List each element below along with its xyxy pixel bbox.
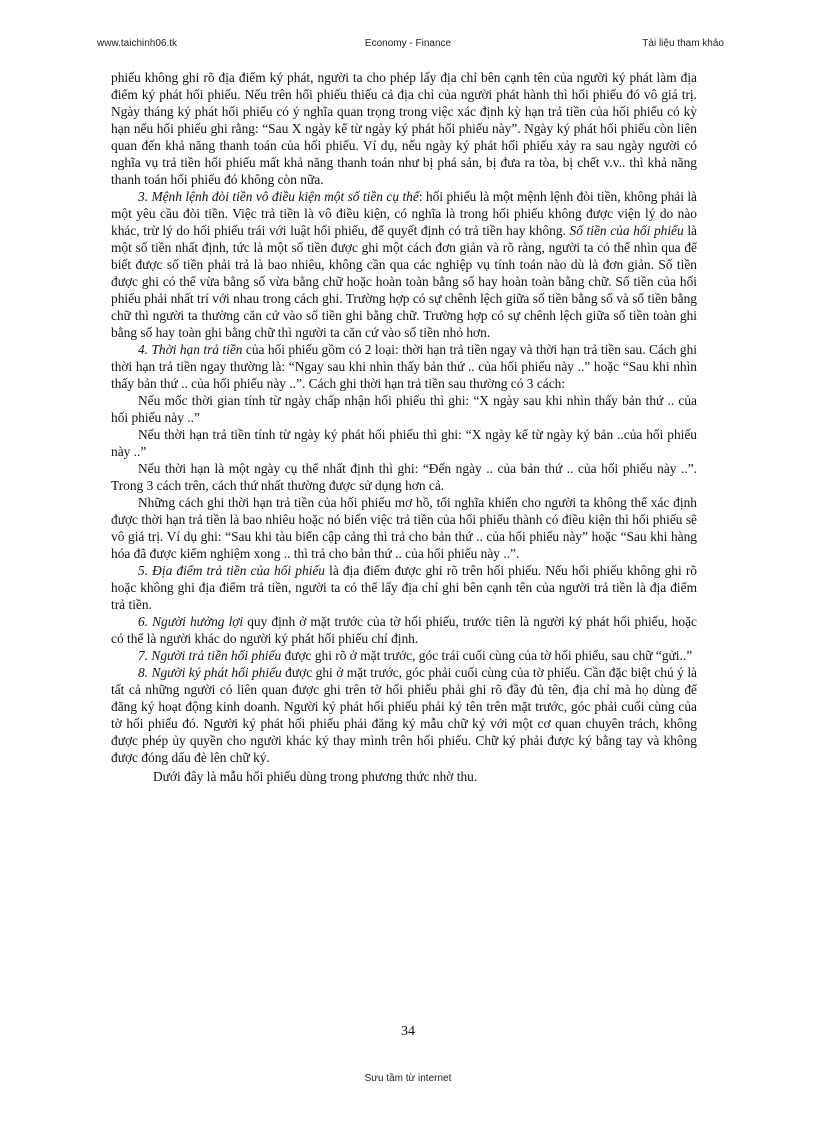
item-heading: 5. Địa điểm trả tiền của hối phiếu bbox=[138, 563, 325, 578]
text-run: Nếu thời hạn trả tiền tính từ ngày ký phát hối phiếu thì ghi: “X ngày kể từ ngày ký bản ..của hối phiếu này ..” bbox=[111, 427, 697, 459]
text-run: được ghi rõ ở mặt trước, góc trái cuối cùng của tờ hối phiếu, sau chữ “gửi..” bbox=[281, 648, 693, 663]
text-run: của hối phiếu gồm có 2 loại: thời hạn trả tiền ngay và thời hạn trả tiền sau. Cách ghi thời hạn trả tiền ngay thường là: “Ngay sau khi nhìn thấy bản thứ .. của hối phiếu này ..” hoặc “Sau khi nhìn thấy bản thứ .. của hối phiếu này ..”. Cách ghi thời hạn trả tiền sau thường có 3 cách: bbox=[111, 342, 697, 391]
text-run: : hối phiếu là một mệnh lệnh đòi tiền, không phải là một yêu cầu đòi tiền. Việc trả tiền là vô điều kiện, có nghĩa là trong hối phiếu không được viện lý do nào khác, trừ lý do hối phiếu trái với luật hối phiếu, để quyết định có trả tiền hay không. bbox=[111, 189, 698, 238]
paragraph-sample-intro bbox=[111, 768, 697, 785]
text-run: quy định ở mặt trước của tờ hối phiếu, trước tiên là người ký phát hối phiếu, hoặc có thể là người khác do người ký phát hối phiếu chỉ định. bbox=[111, 614, 697, 646]
italic-term: Số tiền của hối phiếu bbox=[569, 223, 684, 238]
paragraph-option-3 bbox=[111, 460, 697, 494]
paragraph-item-7 bbox=[111, 647, 697, 664]
item-heading: 8. Người ký phát hối phiếu bbox=[138, 665, 282, 680]
text-run: phiếu không ghi rõ địa điểm ký phát, người ta cho phép lấy địa chỉ bên cạnh tên của người ký phát làm địa điểm ký phát hối phiếu. Nếu trên hối phiếu thiếu cả địa chỉ của người phát hành thì hối phiếu đó vô giá trị. Ngày tháng ký phát hối phiếu có ý nghĩa quan trọng trong việc xác định kỳ hạn trả tiền của hối phiếu có kỳ hạn nếu hối phiếu ghi rằng: “Sau X ngày kể từ ngày ký phát hối phiếu này”. Ngày ký phát hối phiếu còn liên quan đến khả năng thanh toán của hối phiếu. Ví dụ, nếu ngày ký phát hối phiếu xảy ra sau ngày người có nghĩa vụ trả tiền hối phiếu mất khả năng thanh toán như bị phá sản, bị đưa ra tòa, bị chết v.v.. thì khả năng thanh toán hối phiếu đó không còn nữa. bbox=[111, 70, 697, 187]
header-website: www.taichinh06.tk bbox=[97, 38, 178, 49]
item-heading: 6. Người hưởng lợi bbox=[138, 614, 244, 629]
footer-source: Sưu tầm từ internet bbox=[364, 1073, 452, 1084]
text-run: Nếu thời hạn là một ngày cụ thể nhất định thì ghi: “Đến ngày .. của bản thứ .. của hối phiếu này ..”. Trong 3 cách trên, cách thứ nhất thường được sử dụng hơn cả. bbox=[111, 461, 697, 493]
paragraph-option-1 bbox=[111, 392, 697, 426]
text-run: được ghi ở mặt trước, góc phải cuối cùng của tờ phiếu. Cần đặc biệt chú ý là tất cả những người có liên quan được ghi trên tờ hối phiếu phải ghi rõ đầy đủ tên, địa chỉ mà họ dùng để đăng ký hoạt động kinh doanh. Người ký phát hối phiếu phải ký tên trên mặt trước, góc phải cuối cùng của tờ hối phiếu đó. Người ký phát hối phiếu phải đăng ký mẫu chữ ký với một cơ quan chuyên trách, không được phép ủy quyền cho người khác ký thay mình trên hối phiếu. Chữ ký phải được ký bằng tay và không được đóng dấu đè lên chữ ký. bbox=[111, 665, 697, 765]
text-run: là một số tiền nhất định, tức là một số tiền được ghi một cách đơn giản và rõ ràng, người ta có thể nhìn qua để biết được số tiền phải trả là bao nhiêu, không cần qua các nghiệp vụ tính toán nào dù là đơn giản. Số tiền được ghi có thể vừa bằng số vừa bằng chữ hoặc hoàn toàn bằng số hay hoàn toàn bằng chữ. Số tiền của hối phiếu phải nhất trí với nhau trong cách ghi. Trường hợp có sự chênh lệch giữa số tiền bằng số và số tiền bằng chữ thì người ta thường căn cứ vào số tiền ghi bằng chữ. Trường hợp có sự chênh lệch giữa số tiền toàn ghi bằng số hay toàn ghi bằng chữ thì người ta căn cứ vào số tiền nhỏ hơn. bbox=[111, 223, 697, 340]
paragraph-item-8 bbox=[111, 664, 697, 766]
paragraph-item-4 bbox=[111, 341, 697, 392]
header-category: Economy - Finance bbox=[364, 38, 452, 49]
page-number: 34 bbox=[401, 1024, 415, 1039]
header-doc-type: Tài liệu tham khảo bbox=[642, 38, 724, 49]
paragraph-ambiguous-terms bbox=[111, 494, 697, 562]
body-text bbox=[111, 69, 697, 785]
paragraph-0 bbox=[111, 69, 697, 188]
item-heading: 7. Người trả tiền hối phiếu bbox=[138, 648, 282, 663]
text-run: Những cách ghi thời hạn trả tiền của hối phiếu mơ hồ, tối nghĩa khiến cho người ta không thể xác định được thời hạn trả tiền là bao nhiêu hoặc nó biến việc trả tiền của hối phiếu thành có điều kiện thì hối phiếu sẽ vô giá trị. Ví dụ ghi: “Sau khi tàu biển cập cảng thì trả cho bản thứ .. của hối phiếu này” hoặc “Sau khi hàng hóa đã được kiểm nghiệm xong .. thì trả cho bản thứ .. của hối phiếu này ..”. bbox=[111, 495, 697, 561]
paragraph-item-5 bbox=[111, 562, 697, 613]
item-heading: 4. Thời hạn trả tiền bbox=[138, 342, 243, 357]
text-run: Dưới đây là mẫu hối phiếu dùng trong phương thức nhờ thu. bbox=[153, 769, 478, 784]
paragraph-item-6 bbox=[111, 613, 697, 647]
text-run: là địa điểm được ghi rõ trên hối phiếu. Nếu hối phiếu không ghi rõ hoặc không ghi địa điểm trả tiền, người ta có thể lấy địa chỉ ghi bên cạnh tên của người trả tiền là địa điểm trả tiền. bbox=[111, 563, 697, 612]
item-heading: 3. Mệnh lệnh đòi tiền vô điều kiện một số tiền cụ thể bbox=[138, 189, 419, 204]
paragraph-item-3 bbox=[111, 188, 697, 341]
text-run: Nếu mốc thời gian tính từ ngày chấp nhận hối phiếu thì ghi: “X ngày sau khi nhìn thấy bản thứ .. của hối phiếu này ..” bbox=[111, 393, 697, 425]
paragraph-option-2 bbox=[111, 426, 697, 460]
